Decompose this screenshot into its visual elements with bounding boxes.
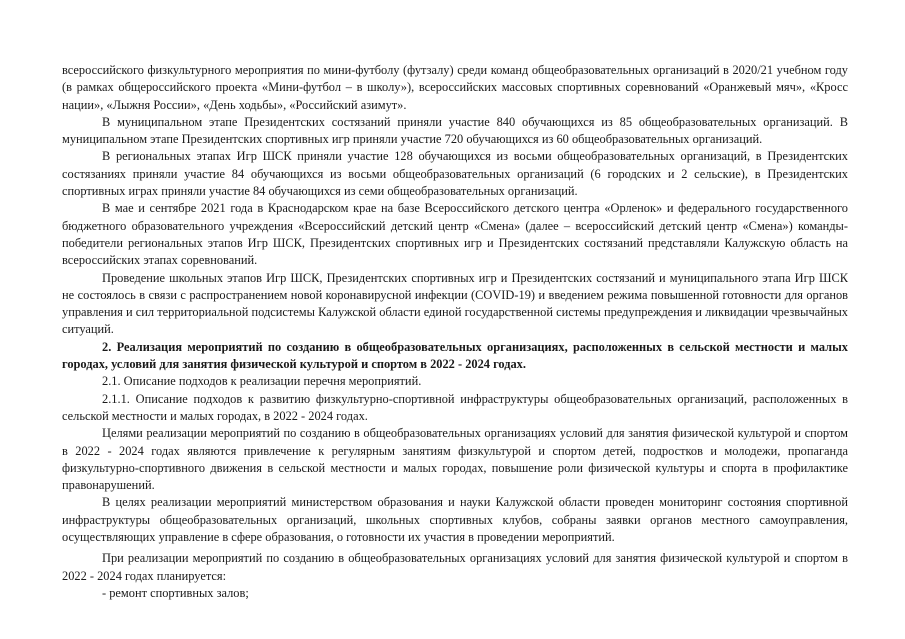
- subsection-heading-2-1-1: 2.1.1. Описание подходов к развитию физкультурно-спортивной инфраструктуры общеобразовательных организаций, расположенных в сельской местности и малых городах, в 2022 - 2024 годах.: [62, 391, 848, 423]
- paragraph-planned-intro: При реализации мероприятий по созданию в общеобразовательных организациях условий для занятия физической культурой и спортом в 2022 - 2024 годах планируется:: [62, 551, 848, 583]
- paragraph-monitoring: В целях реализации мероприятий министерством образования и науки Калужской области проведен мониторинг состояния спортивной инфраструктуры общеобразовательных организаций, школьных спортивных клубов, собраны заявки органов местного самоуправления, осуществляющих управление в сфере образования, о готовности их участия в проведении мероприятий.: [62, 495, 848, 545]
- paragraph-competitions-intro: всероссийского физкультурного мероприятия по мини-футболу (футзалу) среди команд общеобразовательных организаций в 2020/21 учебном году (в рамках общероссийского проекта «Мини-футбол – в школу»), всероссийских массовых спортивных соревнований «Оранжевый мяч», «Кросс нации», «Лыжня России», «День ходьбы», «Российский азимут».: [62, 63, 848, 112]
- paragraph-regional-stages: В региональных этапах Игр ШСК приняли участие 128 обучающихся из восьми общеобразовательных организаций, в Президентских состязаниях приняли участие 84 обучающихся из восьми общеобразовательных организаций (6 городских и 2 сельские), в Президентских спортивных играх приняли участие 84 обучающихся из семи общеобразовательных организаций.: [62, 149, 848, 199]
- paragraph-municipal-stage: В муниципальном этапе Президентских состязаний приняли участие 840 обучающихся из 85 общеобразовательных организаций. В муниципальном этапе Президентских спортивных игр приняли участие 720 обучающихся из 60 общеобразовательных организаций.: [62, 114, 848, 147]
- paragraph-goals: Целями реализации мероприятий по созданию в общеобразовательных организациях условий для занятия физической культурой и спортом в 2022 - 2024 годах являются привлечение к регулярным занятиям физкультурой и спортом детей, подростков и молодежи, пропаганда физкультурно-спортивного движения в сельской местности и малых городах, повышение роли физической культуры и спорта в профилактике правонарушений.: [62, 426, 848, 493]
- paragraph-all-russian-stages: В мае и сентябре 2021 года в Краснодарском крае на базе Всероссийского детского центра «Орленок» и федерального государственного бюджетного образовательного учреждения «Всероссийский детский центр «Смена» (далее – всероссийский детский центр «Смена») команды-победители региональных этапов Игр ШСК, Президентских спортивных игр и Президентских состязаний представляли Калужскую область на всероссийских этапах соревнований.: [62, 201, 848, 268]
- list-item-gym-repair: - ремонт спортивных залов;: [102, 585, 249, 600]
- paragraph-covid-cancellation: Проведение школьных этапов Игр ШСК, Президентских спортивных игр и Президентских состязаний и муниципального этапа Игр ШСК не состоялось в связи с распространением новой коронавирусной инфекции (COVID-19) и введением режима повышенной готовности для органов управления и сил территориальной подсистемы Калужской области единой государственной системы предупреждения и ликвидации чрезвычайных ситуаций.: [62, 270, 848, 337]
- document-page: [62, 62, 848, 602]
- section-heading-2: 2. Реализация мероприятий по созданию в общеобразовательных организациях, расположенных в сельской местности и малых городах, условий для занятия физической культурой и спортом в 2022 - 2024 годах.: [62, 339, 848, 372]
- subsection-heading-2-1: 2.1. Описание подходов к реализации перечня мероприятий.: [102, 374, 422, 389]
